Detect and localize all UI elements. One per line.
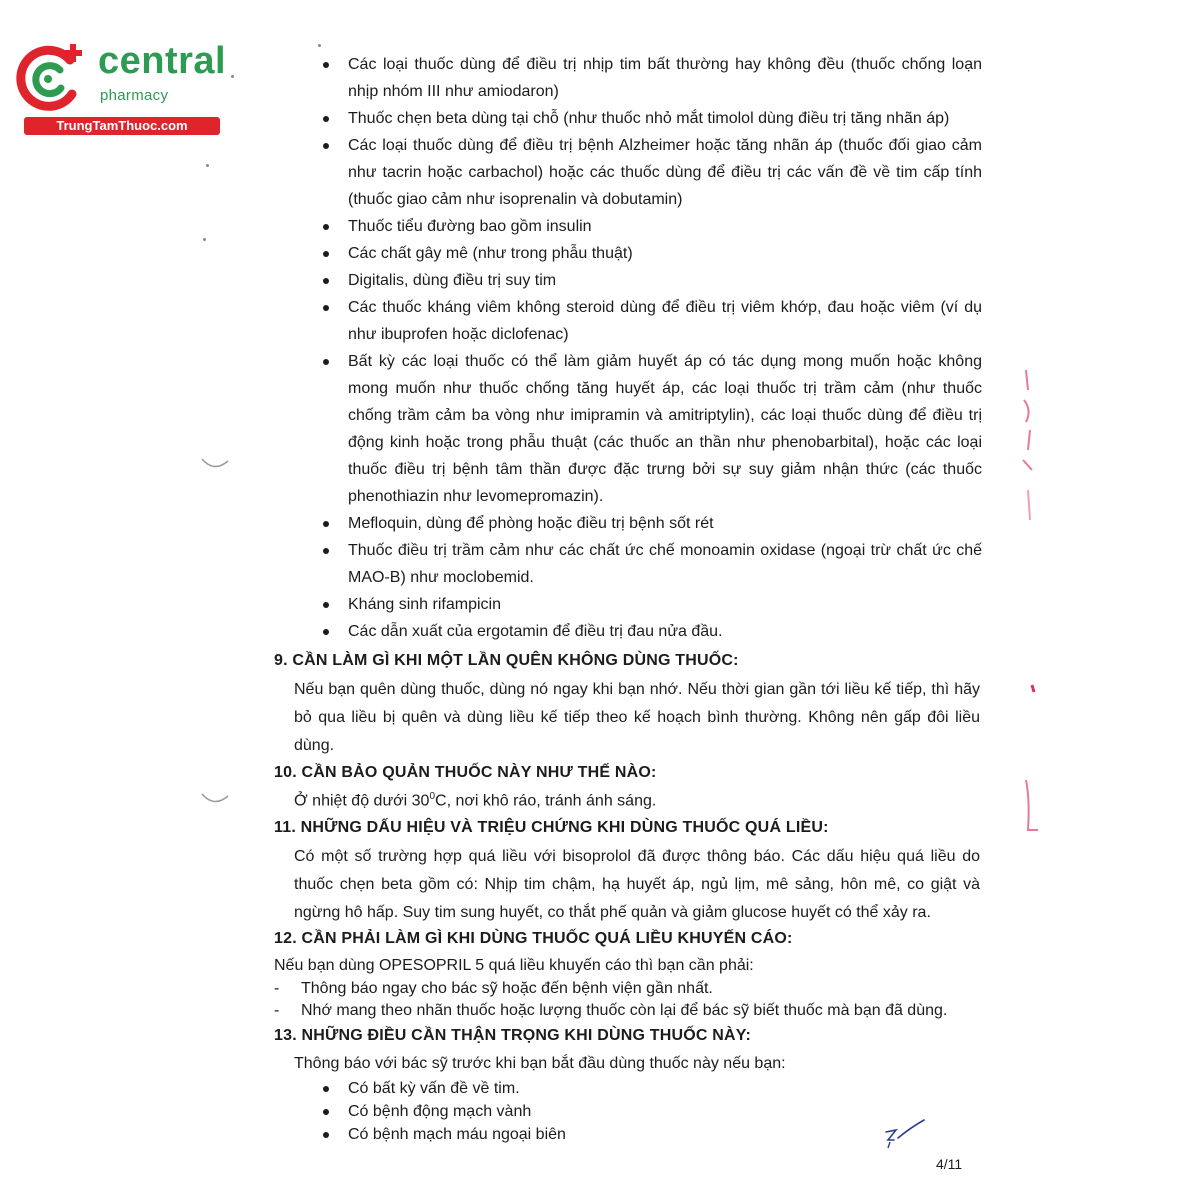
- scan-speck: [318, 44, 321, 47]
- scan-speck: [231, 75, 234, 78]
- list-item: Có bệnh mạch máu ngoại biên: [318, 1123, 982, 1146]
- section-9-text: Nếu bạn quên dùng thuốc, dùng nó ngay khi bạn nhớ. Nếu thời gian gần tới liều kế tiếp, thì hãy bỏ qua liều bị quên và dùng liều kế tiếp theo kế hoạch bình thường. Không nên gấp đôi liều dùng.: [294, 681, 980, 754]
- logo-name: central: [98, 40, 227, 82]
- list-item: Có bất kỳ vấn đề về tim.: [318, 1077, 982, 1100]
- scan-speck: [206, 164, 209, 167]
- section-12-item-text: Nhớ mang theo nhãn thuốc hoặc lượng thuốc còn lại để bác sỹ biết thuốc mà bạn đã dùng.: [301, 1002, 948, 1019]
- dash-mark: -: [274, 980, 280, 997]
- list-item: Thuốc chẹn beta dùng tại chỗ (như thuốc nhỏ mắt timolol dùng điều trị tăng nhãn áp): [318, 105, 982, 132]
- section-10-heading: 10. CẦN BẢO QUẢN THUỐC NÀY NHƯ THẾ NÀO:: [274, 764, 657, 781]
- list-item: Thuốc điều trị trầm cảm như các chất ức chế monoamin oxidase (ngoại trừ chất ức chế MAO-B) như moclobemid.: [318, 537, 982, 591]
- list-item: Thuốc tiểu đường bao gồm insulin: [318, 213, 982, 240]
- logo-website: TrungTamThuoc.com: [24, 117, 220, 135]
- central-pharmacy-logo: [10, 38, 227, 138]
- storage-text-end: C, nơi khô ráo, tránh ánh sáng.: [435, 792, 657, 810]
- list-item: Có bệnh động mạch vành: [318, 1100, 982, 1123]
- interaction-drug-list: [318, 51, 982, 645]
- stamp-edge-mark: [1018, 360, 1048, 840]
- list-item: Các loại thuốc dùng để điều trị nhịp tim bất thường hay không đều (thuốc chống loạn nhịp nhóm III như amiodaron): [318, 51, 982, 105]
- logo-subtitle: pharmacy: [100, 87, 169, 104]
- page-number: 4/11: [936, 1156, 963, 1172]
- storage-text-start: Ở nhiệt độ dưới 30: [294, 792, 430, 810]
- section-13-heading: 13. NHỮNG ĐIỀU CẦN THẬN TRỌNG KHI DÙNG THUỐC NÀY:: [274, 1027, 752, 1044]
- list-item: Các dẫn xuất của ergotamin để điều trị đau nửa đầu.: [318, 618, 982, 645]
- punch-hole-mark: [200, 455, 230, 473]
- section-12-heading: 12. CẦN PHẢI LÀM GÌ KHI DÙNG THUỐC QUÁ LIỀU KHUYẾN CÁO:: [274, 930, 793, 947]
- section-9-heading: 9. CẦN LÀM GÌ KHI MỘT LẦN QUÊN KHÔNG DÙNG THUỐC:: [274, 652, 739, 669]
- list-item: Bất kỳ các loại thuốc có thể làm giảm huyết áp có tác dụng mong muốn hoặc không mong muốn như thuốc chống tăng huyết áp, các loại thuốc trị trầm cảm (như thuốc chống trầm cảm ba vòng như imipramin và amitriptylin), các loại thuốc dùng để điều trị động kinh hoặc trong phẫu thuật (các thuốc an thần như phenobarbital), hoặc các loại thuốc điều trị bệnh tâm thần được đặc trưng bởi sự suy giảm nhận thức (các thuốc phenothiazin như levomepromazin).: [318, 348, 982, 510]
- list-item: Kháng sinh rifampicin: [318, 591, 982, 618]
- list-item: Các thuốc kháng viêm không steroid dùng để điều trị viêm khớp, đau hoặc viêm (ví dụ như ibuprofen hoặc diclofenac): [318, 294, 982, 348]
- section-11-text: Có một số trường hợp quá liều với bisoprolol đã được thông báo. Các dấu hiệu quá liều do thuốc chẹn beta gồm có: Nhịp tim chậm, hạ huyết áp, ngủ lịm, mê sảng, hôn mê, co giật và ngừng hô hấp. Suy tim sung huyết, co thắt phế quản và giảm glucose huyết có thể xảy ra.: [294, 848, 980, 921]
- degree-superscript: 0: [429, 791, 436, 802]
- section-13-intro: Thông báo với bác sỹ trước khi bạn bắt đầu dùng thuốc này nếu bạn:: [294, 1055, 786, 1072]
- scan-speck: [203, 238, 206, 241]
- dash-mark: -: [274, 1002, 280, 1019]
- punch-hole-mark: [200, 790, 230, 808]
- list-item: Digitalis, dùng điều trị suy tim: [318, 267, 982, 294]
- list-item: Các loại thuốc dùng để điều trị bệnh Alzheimer hoặc tăng nhãn áp (thuốc đối giao cảm như tacrin hoặc carbachol) hoặc các thuốc dùng để điều trị các vấn đề về tim cấp tính (thuốc giao cảm như isoprenalin và dobutamin): [318, 132, 982, 213]
- section-11-heading: 11. NHỮNG DẤU HIỆU VÀ TRIỆU CHỨNG KHI DÙNG THUỐC QUÁ LIỀU:: [274, 819, 829, 836]
- section-12-item: [274, 980, 713, 998]
- central-pharmacy-logo-icon: [10, 38, 90, 118]
- section-12-item-text: Thông báo ngay cho bác sỹ hoặc đến bệnh viện gần nhất.: [301, 980, 713, 997]
- section-10-text: [294, 791, 656, 810]
- list-item: Các chất gây mê (như trong phẫu thuật): [318, 240, 982, 267]
- section-12-intro: Nếu bạn dùng OPESOPRIL 5 quá liều khuyến cáo thì bạn cần phải:: [274, 957, 754, 974]
- list-item: Mefloquin, dùng để phòng hoặc điều trị bệnh sốt rét: [318, 510, 982, 537]
- section-12-item: [274, 1002, 947, 1020]
- signature-mark: [880, 1118, 930, 1152]
